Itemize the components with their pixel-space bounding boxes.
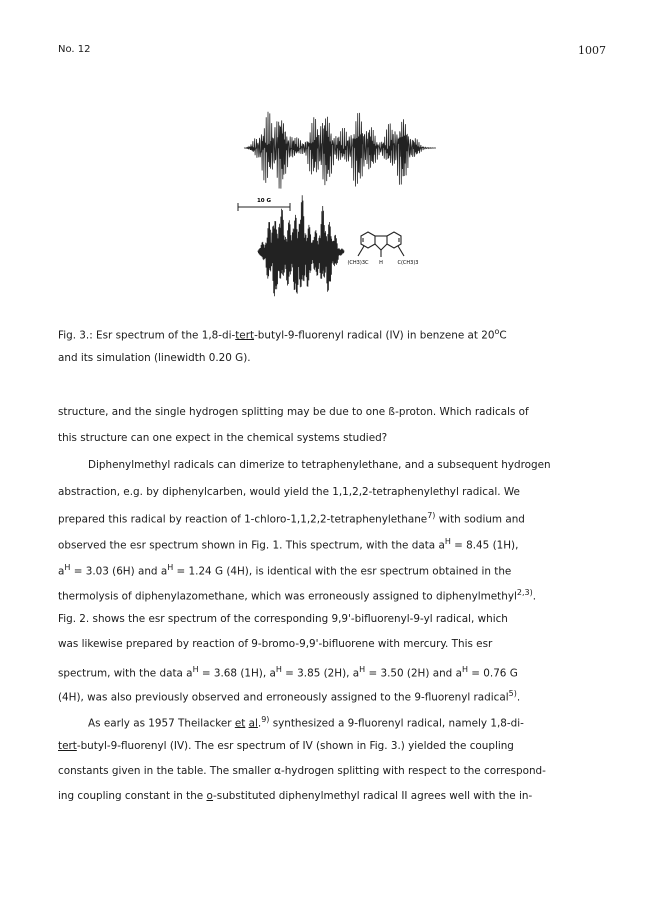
page-number: 1007 — [578, 44, 606, 57]
spectrum-trace — [258, 195, 344, 296]
text-line: prepared this radical by reaction of 1-chloro-1,1,2,2-tetraphenylethane$^{7)}$ with sodium and — [58, 511, 525, 526]
text-line: Diphenylmethyl radicals can dimerize to tetraphenylethane, and a subsequent hydrogen — [88, 459, 551, 471]
text-line: observed the esr spectrum shown in Fig. 1. This spectrum, with the data $a^H = 8.45$ (1H), — [58, 537, 519, 552]
text-line: constants given in the table. The smaller α-hydrogen splitting with respect to the correspond- — [58, 765, 546, 777]
text-line: this structure can one expect in the chemical systems studied? — [58, 432, 388, 444]
text-line: thermolysis of diphenylazomethane, which was erroneously assigned to diphenylmethyl$^{2,3)}$. — [58, 588, 537, 603]
journal-issue: No. 12 — [58, 44, 91, 55]
text-line: ing coupling constant in the o-substituted diphenylmethyl radical II agrees well with the in- — [58, 790, 533, 802]
text-line: tert-butyl-9-fluorenyl (IV). The esr spectrum of IV (shown in Fig. 3.) yielded the coupling — [58, 740, 514, 752]
structure-label-center: H — [379, 260, 383, 266]
text-line: was likewise prepared by reaction of 9-bromo-9,9'-bifluorene with mercury. This esr — [58, 638, 493, 650]
text-line: Fig. 2. shows the esr spectrum of the corresponding 9,9'-bifluorenyl-9-yl radical, which — [58, 613, 508, 625]
scale-label: 10 G — [256, 198, 272, 204]
esr-spectrum-simulation — [258, 195, 344, 296]
figure-caption: Fig. 3.: Esr spectrum of the 1,8-di-tert-butyl-9-fluorenyl radical (IV) in benzene at 20$^o$C and its simulation (linewidth 0.20 G). — [58, 327, 507, 365]
text-line: structure, and the single hydrogen splitting may be due to one ß-proton. Which radicals of — [58, 406, 529, 418]
text-line: abstraction, e.g. by diphenylcarben, would yield the 1,1,2,2-tetraphenylethyl radical. We — [58, 486, 520, 498]
text-line: $a^H = 3.03$ (6H) and $a^H = 1.24$ G (4H), is identical with the esr spectrum obtained in the — [58, 563, 512, 578]
text-line: As early as 1957 Theilacker et al.$^{9)}$ synthesized a 9-fluorenyl radical, namely 1,8-di- — [88, 715, 524, 730]
esr-figure — [0, 0, 672, 320]
fluorenyl-structure — [358, 232, 404, 257]
structure-label-left: (CH3)3C — [347, 260, 369, 266]
esr-spectrum-experimental — [244, 112, 436, 189]
scale-bar — [238, 198, 290, 211]
text-line: (4H), was also previously observed and erroneously assigned to the 9-fluorenyl radical$^{5)}$. — [58, 689, 521, 704]
text-line: spectrum, with the data $a^H = 3.68$ (1H), $a^H = 3.85$ (2H), $a^H = 3.50$ (2H) and $a^H = 0.76$ G — [58, 665, 518, 680]
structure-label-right: C(CH3)3 — [397, 260, 419, 266]
spectrum-trace — [244, 112, 436, 189]
